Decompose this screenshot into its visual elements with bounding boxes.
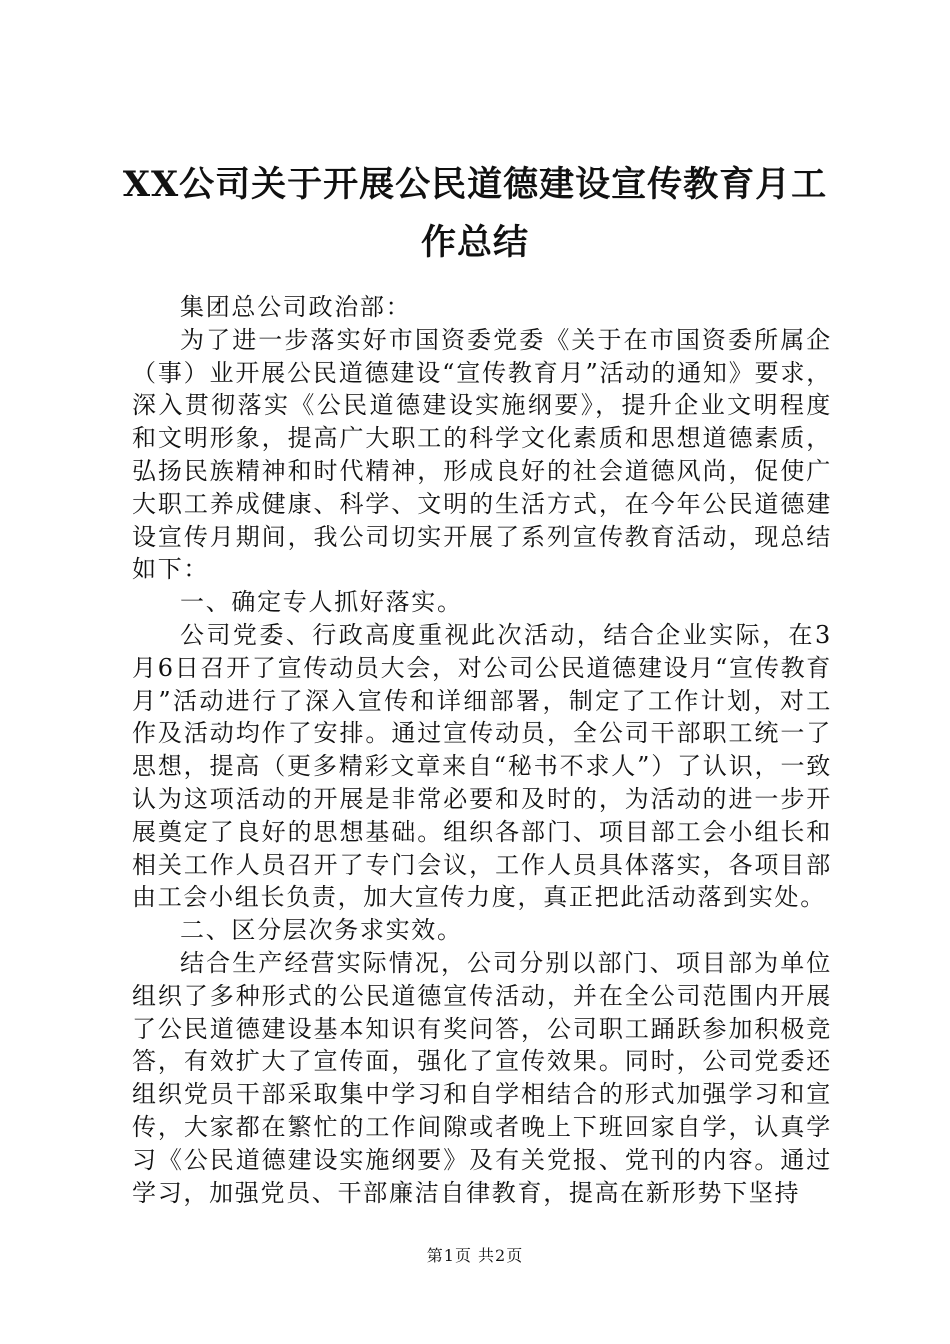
paragraph-section-1: 公司党委、行政高度重视此次活动，结合企业实际，在3月6日召开了宣传动员大会，对公司公民道德建设月“宣传教育月”活动进行了深入宣传和详细部署，制定了工作计划，对工作及活动均作了安排。通过宣传动员，全公司干部职工统一了思想，提高（更多精彩文章来自“秘书不求人”）了认识，一致认为这项活动的开展是非常必要和及时的，为活动的进一步开展奠定了良好的思想基础。组织各部门、项目部工会小组长和相关工作人员召开了专门会议，工作人员具体落实，各项目部由工会小组长负责，加大宣传力度，真正把此活动落到实处。 [132,620,832,912]
section-heading-2: 二、区分层次务求实效。 [180,916,463,945]
salutation: 集团总公司政治部： [180,293,412,321]
document-title-line-2: 作总结 [420,222,529,263]
document-title-line-1: XX公司关于开展公民道德建设宣传教育月工 [122,164,828,205]
section-heading-1: 一、确定专人抓好落实。 [180,588,463,617]
document-body [132,291,832,1209]
document-title [100,156,850,272]
paragraph-intro: 为了进一步落实好市国资委党委《关于在市国资委所属企（事）业开展公民道德建设“宣传教育月”活动的通知》要求，深入贯彻落实《公民道德建设实施纲要》，提升企业文明程度和文明形象，提高广大职工的科学文化素质和思想道德素质，弘扬民族精神和时代精神，形成良好的社会道德风尚，促使广大职工养成健康、科学、文明的生活方式，在今年公民道德建设宣传月期间，我公司切实开展了系列宣传教育活动，现总结如下： [132,325,832,584]
paragraph-section-2: 结合生产经营实际情况，公司分别以部门、项目部为单位组织了多种形式的公民道德宣传活动，并在全公司范围内开展了公民道德建设基本知识有奖问答，公司职工踊跃参加积极竞答，有效扩大了宣传面，强化了宣传效果。同时，公司党委还组织党员干部采取集中学习和自学相结合的形式加强学习和宣传，大家都在繁忙的工作间隙或者晚上下班回家自学，认真学习《公民道德建设实施纲要》及有关党报、党刊的内容。通过学习，加强党员、干部廉洁自律教育，提高在新形势下坚持 [132,948,832,1207]
page-number-footer: 第1页 共2页 [426,1246,524,1265]
